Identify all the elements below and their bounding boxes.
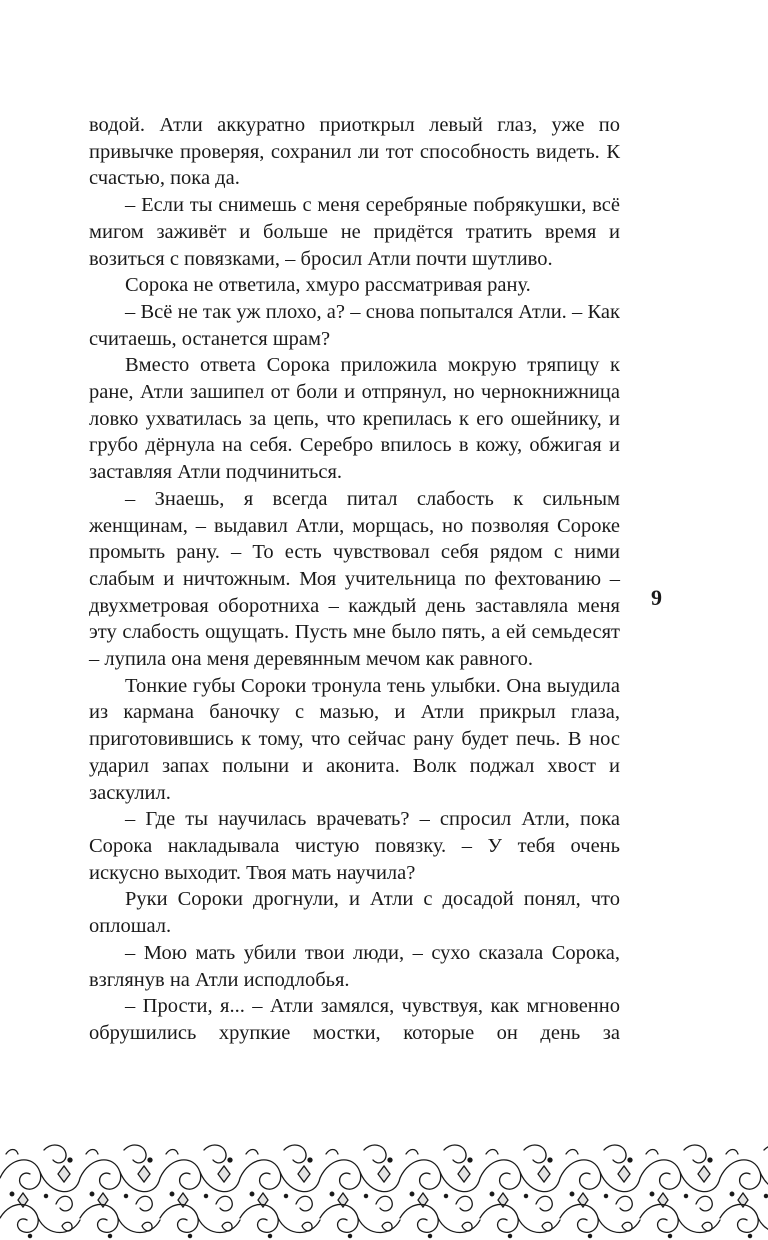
paragraph-7: Тонкие губы Сороки тронула тень улыбки. Она выудила из кармана баночку с мазью, и Атли прикрыл глаза, приготовившись к тому, что сейчас рану будет печь. В нос ударил запах полыни и аконита. Волк поджал хвост и заскулил. (89, 674, 620, 804)
paragraph-11: – Прости, я... – Атли замялся, чувствуя, как мгновенно обрушились хрупкие мостки, которые он день за (89, 995, 620, 1044)
paragraph-1: водой. Атли аккуратно приоткрыл левый глаз, уже по привычке проверяя, сохранил ли тот способность видеть. К счастью, пока да. (89, 114, 620, 190)
page-body-text (89, 112, 620, 1047)
paragraph-5: Вместо ответа Сорока приложила мокрую тряпицу к ране, Атли зашипел от боли и отпрянул, но чернокнижница ловко ухватилась за цепь, что крепилась к его ошейнику, и грубо дёрнула на себя. Серебро впилось в кожу, обжигая и заставляя Атли подчиниться. (89, 354, 620, 484)
decorative-ornament-border (0, 1138, 768, 1240)
paragraph-2: – Если ты снимешь с меня серебряные побрякушки, всё мигом заживёт и больше не придётся тратить время и возиться с повязками, – бросил Атли почти шутливо. (89, 194, 620, 270)
paragraph-6: – Знаешь, я всегда питал слабость к сильным женщинам, – выдавил Атли, морщась, но позволяя Сороке промыть рану. – То есть чувствовал себя рядом с ними слабым и ничтожным. Моя учительница по фехтованию – двухметровая оборотниха – каждый день заставляла меня эту слабость ощущать. Пусть мне было пять, а ей семьдесят – лупила она меня деревянным мечом как равного. (89, 487, 620, 671)
paragraph-4: – Всё не так уж плохо, а? – снова попытался Атли. – Как считаешь, останется шрам? (89, 300, 620, 350)
paragraph-8: – Где ты научилась врачевать? – спросил Атли, пока Сорока накладывала чистую повязку. – У тебя очень искусно выходит. Твоя мать научила? (89, 808, 620, 884)
paragraph-3: Сорока не ответила, хмуро рассматривая рану. (125, 274, 531, 297)
paragraph-9: Руки Сороки дрогнули, и Атли с досадой понял, что оплошал. (89, 888, 620, 938)
page-number: 9 (651, 585, 662, 610)
paragraph-10: – Мою мать убили твои люди, – сухо сказала Сорока, взглянув на Атли исподлобья. (89, 941, 620, 991)
